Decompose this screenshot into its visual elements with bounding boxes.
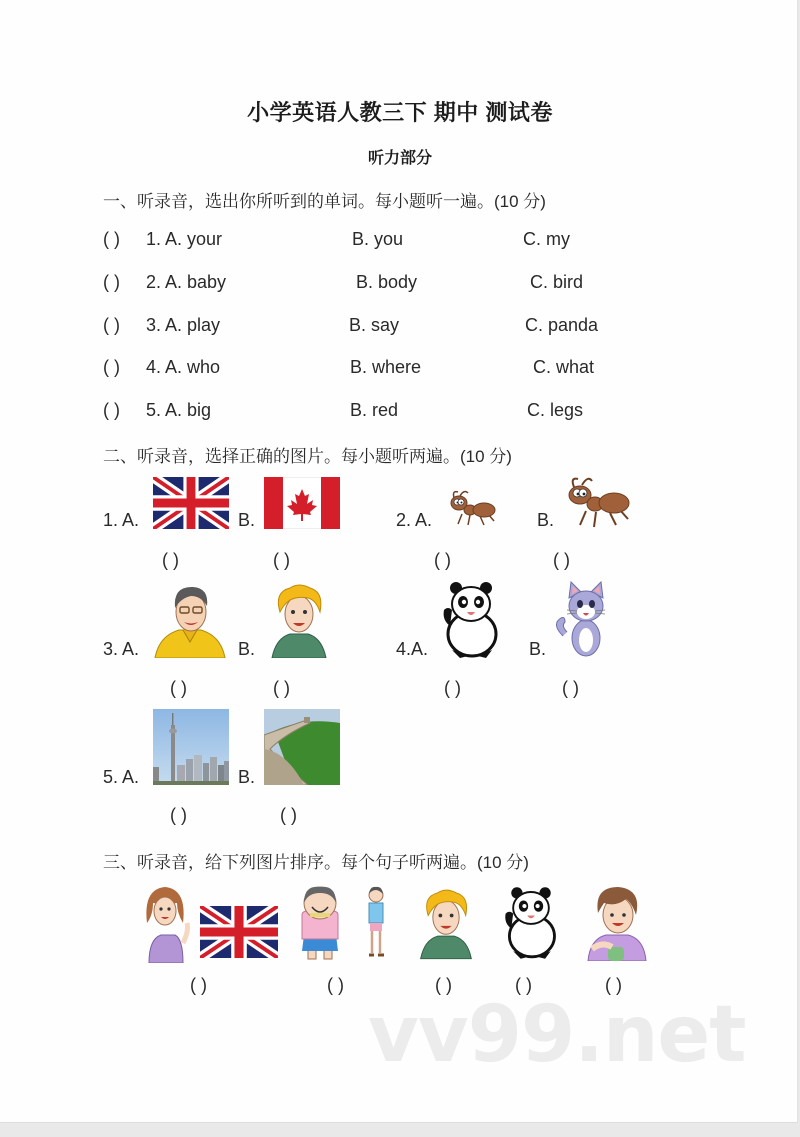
item1-label-b: B. (238, 510, 256, 530)
item1-answer-b[interactable]: ( ) (273, 550, 290, 570)
item5-answer-a[interactable]: ( ) (170, 805, 187, 825)
order-answer-1[interactable]: ( ) (190, 975, 207, 995)
answer-blank[interactable]: ( ) (103, 229, 120, 249)
option-c: C. what (533, 357, 595, 377)
cat-image (553, 580, 615, 660)
option-b: B. you (352, 229, 404, 249)
panda-image (438, 580, 504, 660)
item5-label-b: B. (238, 767, 256, 787)
section1-heading: 一、听录音，选出你所听到的单词。每小题听一遍。(10 分) (103, 192, 546, 211)
option-b: B. body (356, 272, 418, 292)
item4-label-a: 4.A. (396, 639, 429, 659)
small-ant-image (444, 488, 500, 528)
page-title: 小学英语人教三下 期中 测试卷 (247, 100, 553, 125)
boy-purple-shirt-image (582, 883, 652, 961)
canada-flag-image (264, 477, 340, 529)
item5-label-a: 5. A. (103, 767, 140, 787)
item2-label-a: 2. A. (396, 510, 433, 530)
option-b: B. say (349, 315, 400, 335)
option-b: B. where (350, 357, 422, 377)
panda-image-2 (500, 885, 562, 961)
item2-answer-b[interactable]: ( ) (553, 550, 570, 570)
item1-label-a: 1. A. (103, 510, 140, 530)
short-girl-image (294, 885, 346, 961)
option-c: C. bird (530, 272, 584, 292)
big-ant-image (562, 475, 634, 529)
blonde-woman-image (266, 582, 332, 658)
item3-answer-a[interactable]: ( ) (170, 678, 187, 698)
item4-answer-a[interactable]: ( ) (444, 678, 461, 698)
section2-heading: 二、听录音，选择正确的图片。每小题听两遍。(10 分) (103, 447, 512, 466)
option-a: 1. A. your (146, 229, 223, 249)
option-a: 3. A. play (146, 315, 221, 335)
answer-blank[interactable]: ( ) (103, 357, 120, 377)
uk-flag-image-2 (200, 906, 278, 958)
option-a: 5. A. big (146, 400, 212, 420)
item5-answer-b[interactable]: ( ) (280, 805, 297, 825)
order-answer-2[interactable]: ( ) (327, 975, 344, 995)
item3-label-b: B. (238, 639, 256, 659)
answer-blank[interactable]: ( ) (103, 400, 120, 420)
cn-tower-toronto-image (153, 709, 229, 785)
item2-answer-a[interactable]: ( ) (434, 550, 451, 570)
option-c: C. legs (527, 400, 584, 420)
item3-label-a: 3. A. (103, 639, 140, 659)
option-a: 2. A. baby (146, 272, 227, 292)
order-answer-5[interactable]: ( ) (605, 975, 622, 995)
great-wall-image (264, 709, 340, 785)
option-c: C. my (523, 229, 570, 249)
item1-answer-a[interactable]: ( ) (162, 550, 179, 570)
item4-label-b: B. (529, 639, 547, 659)
item3-answer-b[interactable]: ( ) (273, 678, 290, 698)
man-with-glasses-image (153, 582, 227, 658)
order-answer-3[interactable]: ( ) (435, 975, 452, 995)
item2-label-b: B. (537, 510, 555, 530)
option-a: 4. A. who (146, 357, 221, 377)
uk-flag-image (153, 477, 229, 529)
section3-heading: 三、听录音，给下列图片排序。每个句子听两遍。(10 分) (103, 853, 529, 872)
answer-blank[interactable]: ( ) (103, 315, 120, 335)
tall-boy-image (361, 885, 391, 961)
answer-blank[interactable]: ( ) (103, 272, 120, 292)
option-b: B. red (350, 400, 399, 420)
page-subtitle: 听力部分 (367, 150, 432, 167)
item4-answer-b[interactable]: ( ) (562, 678, 579, 698)
blonde-woman-image-2 (415, 885, 477, 961)
watermark: vv99.net (368, 990, 746, 1080)
option-c: C. panda (525, 315, 599, 335)
order-answer-4[interactable]: ( ) (515, 975, 532, 995)
girl-waving-image (143, 883, 193, 963)
